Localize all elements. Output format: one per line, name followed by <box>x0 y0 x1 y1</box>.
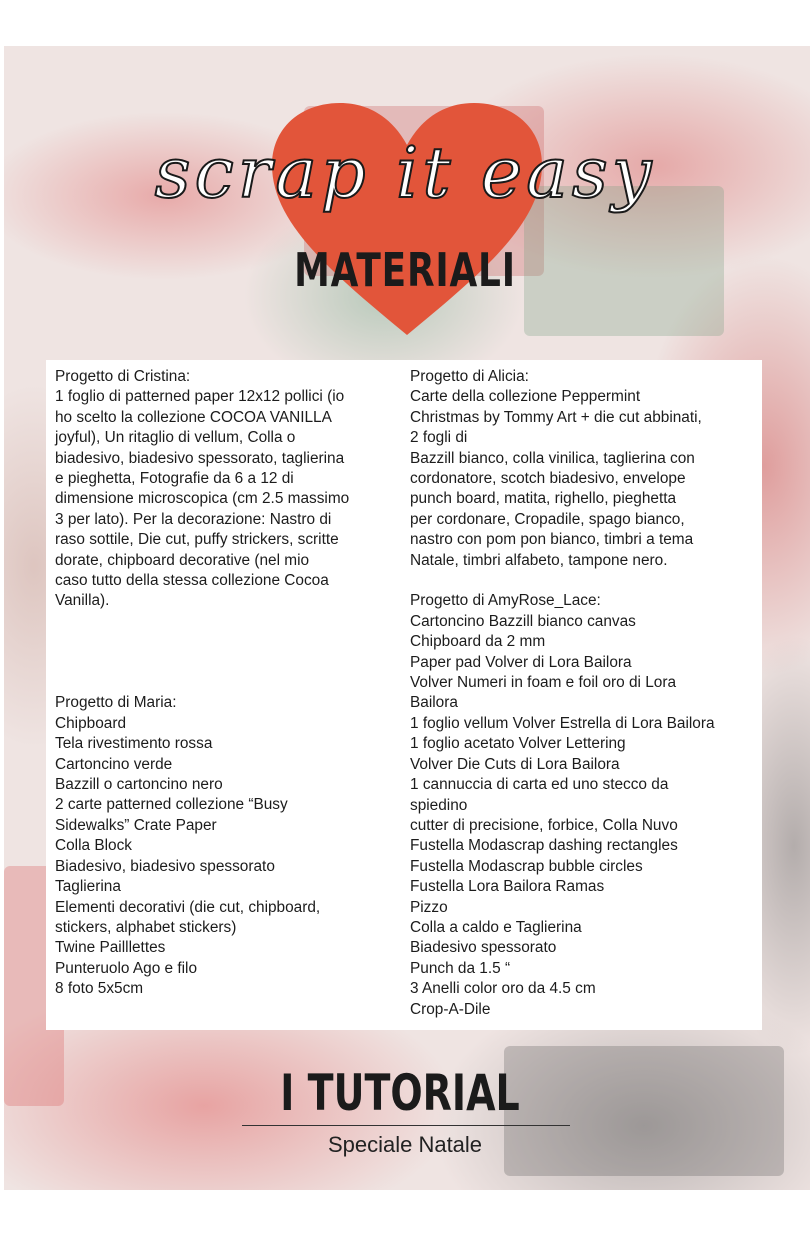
material-line: 1 foglio di patterned paper 12x12 pollici (io <box>55 388 345 406</box>
material-line: Bazzill bianco, colla vinilica, taglierina con <box>410 449 695 467</box>
material-line: dimensione microscopica (cm 2.5 massimo <box>55 490 350 508</box>
material-line: joyful), Un ritaglio di vellum, Colla o <box>55 429 296 447</box>
material-line: punch board, matita, righello, pieghetta <box>410 490 677 508</box>
material-line: Biadesivo spessorato <box>410 939 557 957</box>
material-line: per cordonare, Cropadile, spago bianco, <box>410 510 685 528</box>
material-line: Volver Numeri in foam e foil oro di Lora <box>410 674 677 692</box>
material-line: Vanilla). <box>55 592 110 610</box>
material-line: Biadesivo, biadesivo spessorato <box>55 857 275 875</box>
material-line: Cartoncino verde <box>55 755 173 773</box>
material-line: Chipboard <box>55 714 127 732</box>
material-line: Fustella Lora Bailora Ramas <box>410 878 605 896</box>
material-line: Volver Die Cuts di Lora Bailora <box>410 755 620 773</box>
material-line: 1 foglio acetato Volver Lettering <box>410 735 626 753</box>
material-line: Punch da 1.5 “ <box>410 959 511 977</box>
material-line <box>55 653 405 673</box>
material-line: Bailora <box>410 694 458 712</box>
material-line: Punteruolo Ago e filo <box>55 959 198 977</box>
material-line: Cartoncino Bazzill bianco canvas <box>410 612 636 630</box>
right-column <box>410 367 760 1020</box>
material-line: nastro con pom pon bianco, timbri a tema <box>410 531 694 549</box>
material-line: Fustella Modascrap dashing rectangles <box>410 837 678 855</box>
material-line <box>55 632 405 652</box>
material-line: Progetto di Cristina: <box>55 368 191 385</box>
material-line: dorate, chipboard decorative (nel mio <box>55 551 310 569</box>
material-line: Bazzill o cartoncino nero <box>55 776 223 794</box>
material-line: biadesivo, biadesivo spessorato, taglierina <box>55 449 345 467</box>
material-line: Tela rivestimento rossa <box>55 735 213 753</box>
material-line: cordonatore, scotch biadesivo, envelope <box>410 470 686 488</box>
material-line: 1 cannuccia di carta ed uno stecco da <box>410 776 669 794</box>
material-line <box>55 673 405 693</box>
material-line: Sidewalks” Crate Paper <box>55 816 217 834</box>
material-line: 3 per lato). Per la decorazione: Nastro di <box>55 510 332 528</box>
material-line: Progetto di AmyRose_Lace: <box>410 592 601 610</box>
material-line: stickers, alphabet stickers) <box>55 918 237 936</box>
material-line: Progetto di Maria: <box>55 694 177 712</box>
material-line: raso sottile, Die cut, puffy strickers, scritte <box>55 531 339 549</box>
material-line <box>55 612 405 632</box>
section-title: MATERIALI <box>294 243 516 297</box>
material-line: 3 Anelli color oro da 4.5 cm <box>410 980 596 998</box>
material-line: 2 carte patterned collezione “Busy <box>55 796 288 814</box>
material-line: Natale, timbri alfabeto, tampone nero. <box>410 551 668 569</box>
material-line: e pieghetta, Fotografie da 6 a 12 di <box>55 470 294 488</box>
material-line: 2 fogli di <box>410 429 468 447</box>
material-line <box>410 571 760 591</box>
material-line: cutter di precisione, forbice, Colla Nuvo <box>410 816 678 834</box>
material-line: Paper pad Volver di Lora Bailora <box>410 653 632 671</box>
material-line: caso tutto della stessa collezione Cocoa <box>55 572 329 590</box>
material-line: Colla a caldo e Taglierina <box>410 918 582 936</box>
material-line: Pizzo <box>410 898 448 916</box>
brand-title: scrap it easy <box>154 132 656 214</box>
material-line: ho scelto la collezione COCOA VANILLA <box>55 408 332 426</box>
material-line: Taglierina <box>55 878 121 896</box>
material-line: Crop-A-Dile <box>410 1000 491 1018</box>
material-line: Fustella Modascrap bubble circles <box>410 857 643 875</box>
material-line: spiedino <box>410 796 468 814</box>
material-line: 8 foto 5x5cm <box>55 980 144 998</box>
footer-title: I TUTORIAL <box>280 1064 520 1122</box>
material-line: Carte della collezione Peppermint <box>410 388 641 406</box>
material-line: Christmas by Tommy Art + die cut abbinati, <box>410 408 702 426</box>
footer-subtitle: Speciale Natale <box>327 1132 483 1157</box>
divider <box>242 1125 570 1126</box>
left-column <box>55 367 405 1000</box>
material-line: Progetto di Alicia: <box>410 368 529 385</box>
materials-panel <box>46 360 762 1030</box>
material-line: Elementi decorativi (die cut, chipboard, <box>55 898 321 916</box>
material-line: 1 foglio vellum Volver Estrella di Lora Bailora <box>410 714 715 732</box>
material-line: Chipboard da 2 mm <box>410 633 546 651</box>
material-line: Twine Pailllettes <box>55 939 166 957</box>
material-line: Colla Block <box>55 837 132 855</box>
